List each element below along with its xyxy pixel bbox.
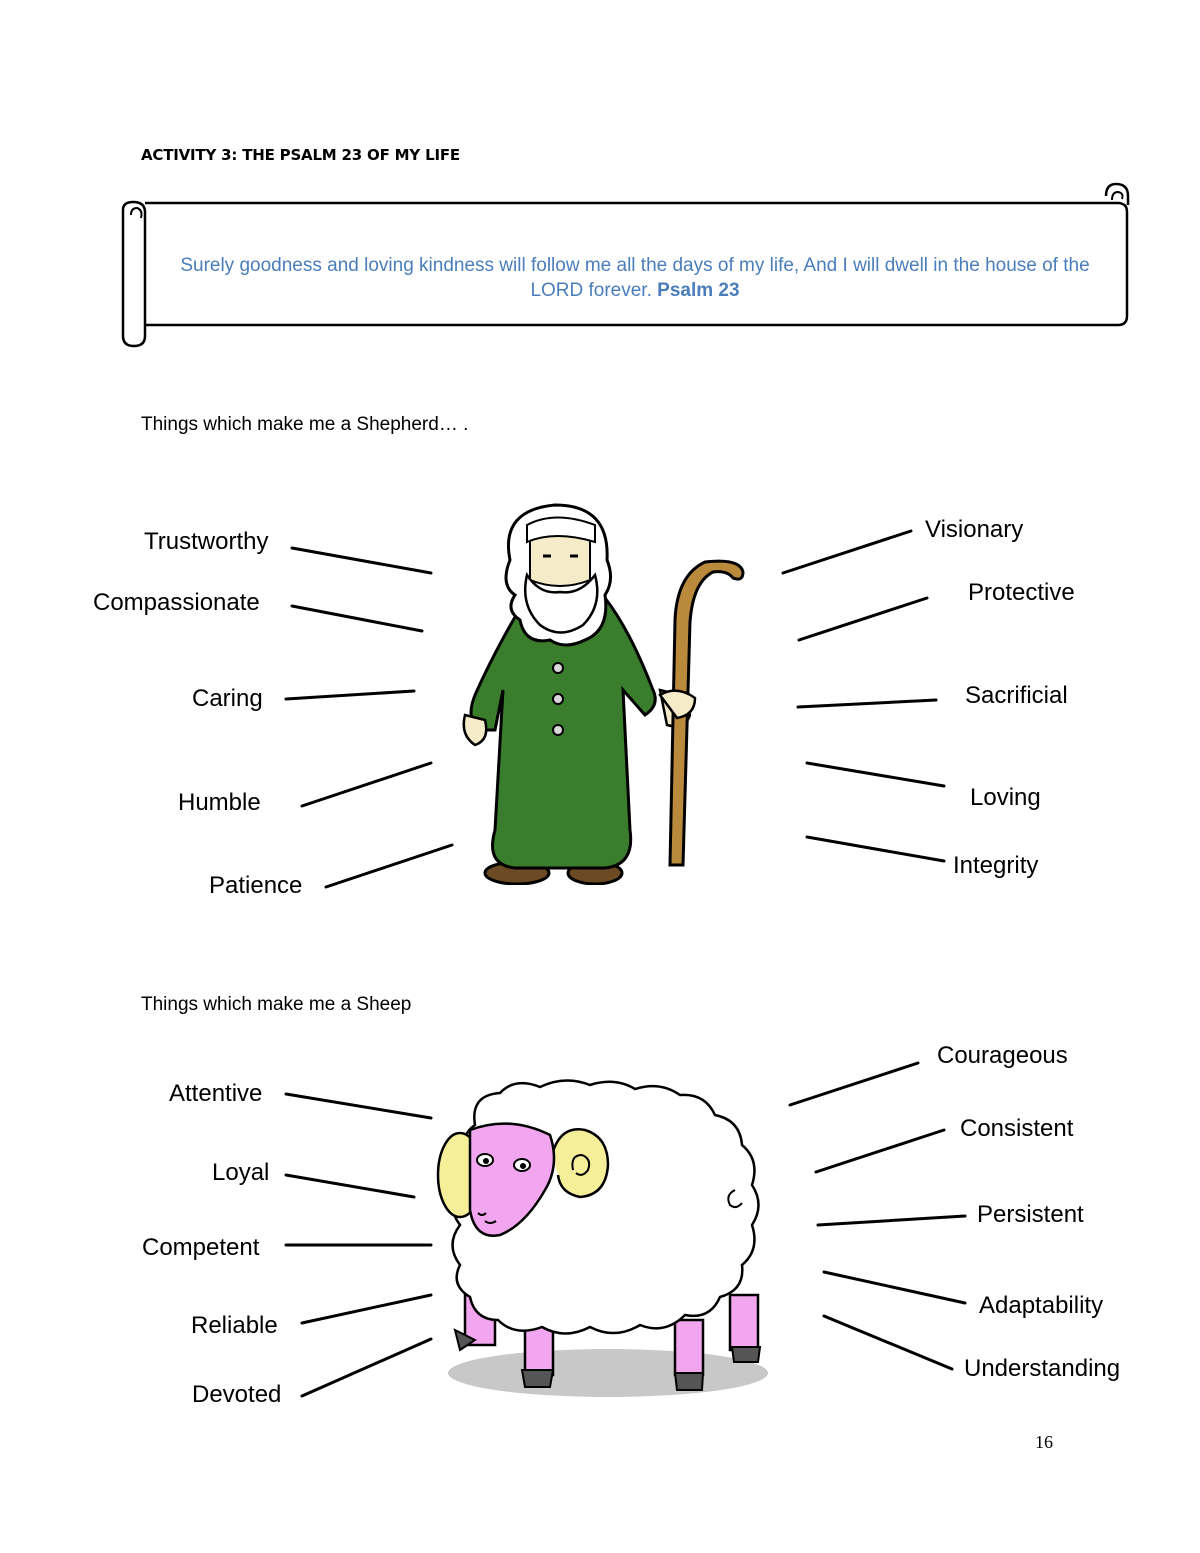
connector-line bbox=[824, 1316, 952, 1369]
trait-word: Courageous bbox=[937, 1042, 1068, 1069]
trait-word: Attentive bbox=[169, 1080, 263, 1107]
connector-line bbox=[302, 1339, 431, 1396]
connector-line bbox=[783, 531, 911, 573]
trait-word: Persistent bbox=[977, 1201, 1084, 1228]
connector-line bbox=[286, 1175, 414, 1197]
quote-reference: Psalm 23 bbox=[657, 280, 740, 301]
trait-word: Consistent bbox=[960, 1115, 1074, 1142]
connector-line bbox=[292, 606, 422, 631]
trait-word: Protective bbox=[968, 579, 1075, 606]
connector-line bbox=[824, 1272, 965, 1303]
connector-line bbox=[326, 845, 452, 887]
connector-line bbox=[790, 1063, 918, 1105]
connector-line bbox=[816, 1130, 944, 1172]
trait-word: Understanding bbox=[964, 1355, 1121, 1382]
trait-word: Devoted bbox=[192, 1381, 282, 1408]
trait-word: Integrity bbox=[953, 852, 1039, 879]
connector-line bbox=[286, 691, 414, 699]
connector-line bbox=[818, 1216, 965, 1225]
trait-word: Patience bbox=[209, 872, 303, 899]
connector-line bbox=[807, 837, 944, 861]
shepherd-heading: Things which make me a Shepherd… . bbox=[141, 414, 469, 435]
trait-word: Adaptability bbox=[979, 1292, 1104, 1319]
trait-word: Humble bbox=[178, 789, 261, 816]
trait-word: Loving bbox=[970, 784, 1041, 811]
connector-line bbox=[286, 1094, 431, 1118]
connector-line bbox=[302, 1295, 431, 1323]
connector-line bbox=[798, 700, 936, 707]
trait-word: Competent bbox=[142, 1234, 260, 1261]
trait-word: Visionary bbox=[925, 516, 1024, 543]
trait-word: Loyal bbox=[212, 1159, 270, 1186]
connector-line bbox=[799, 598, 927, 640]
activity-title: ACTIVITY 3: THE PSALM 23 OF MY LIFE bbox=[141, 146, 460, 164]
connector-line bbox=[292, 548, 431, 573]
quote-text: Surely goodness and loving kindness will follow me all the days of my life, And I will dwell in the house of the LORD forever. bbox=[180, 255, 1090, 301]
trait-word: Caring bbox=[192, 685, 263, 712]
sheep-heading: Things which make me a Sheep bbox=[141, 994, 412, 1015]
trait-word: Sacrificial bbox=[965, 682, 1068, 709]
page-number: 16 bbox=[1035, 1432, 1053, 1452]
trait-word: Trustworthy bbox=[144, 528, 269, 555]
trait-word: Compassionate bbox=[93, 589, 260, 616]
trait-word: Reliable bbox=[191, 1312, 278, 1339]
connector-line bbox=[807, 763, 944, 786]
connector-line bbox=[302, 763, 431, 806]
